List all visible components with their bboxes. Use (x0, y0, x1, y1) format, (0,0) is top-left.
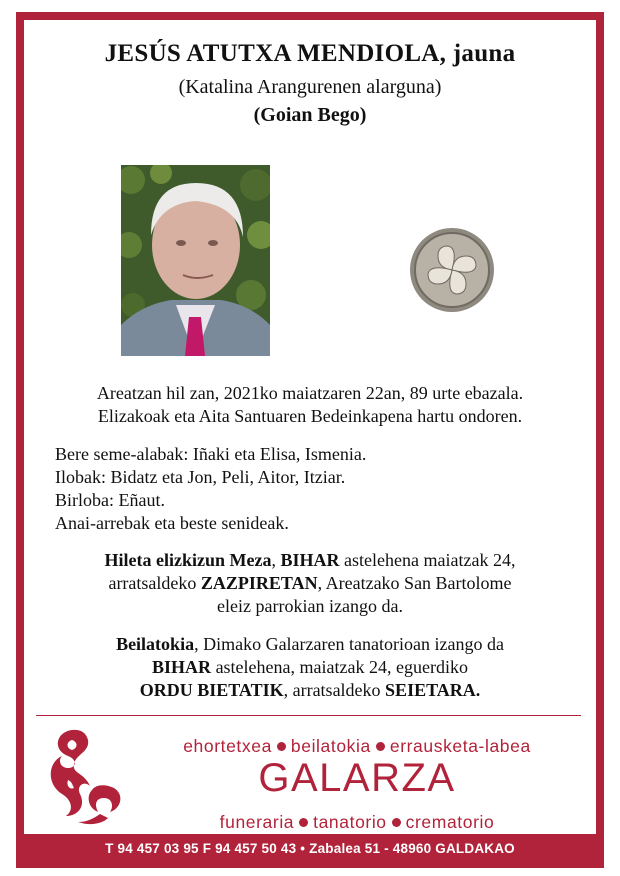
bullet-dot (277, 742, 286, 751)
sacraments-line: Elizakoak eta Aita Santuaren Bedeinkapena hartu ondoren. (97, 406, 523, 426)
family-list (55, 443, 366, 535)
funeral-label: Hileta elizkizun Meza (104, 550, 272, 570)
wake-day: BIHAR (152, 657, 212, 677)
funeral-time: ZAZPIRETAN (200, 573, 318, 593)
wake-info: Beilatokia, Dimako Galarzaren tanatorioan izango da BIHAR astelehena, maiatzak 24, eguerdiko ORDU BIETATIK, arratsaldeko SEIETARA. (116, 634, 504, 700)
announcement (0, 382, 620, 428)
wake-start: ORDU BIETATIK (139, 680, 284, 700)
bullet-dot (392, 818, 401, 827)
nephews-line: Ilobak: Bidatz eta Jon, Peli, Aitor, Itziar. (55, 467, 346, 487)
brand-name: GALARZA (258, 756, 456, 800)
lauburu-emblem (408, 226, 496, 314)
services-basque: ehortetxea beilatokia errausketa-labea (183, 736, 531, 756)
siblings-line: Anai-arrebak eta beste senideak. (55, 513, 289, 533)
galarza-logo-icon (38, 724, 134, 828)
bullet-dot (299, 818, 308, 827)
services-spanish: funeraria tanatorio crematorio (219, 812, 495, 832)
funeral-mass-info: Hileta elizkizun Meza, BIHAR astelehena maiatzak 24, arratsaldeko ZAZPIRETAN, Areatzako San Bartolome eleiz parrokian izango da. (104, 550, 516, 616)
portrait-photo (121, 165, 270, 356)
rest-in-peace: (Goian Bego) (253, 104, 367, 126)
divider (36, 715, 581, 716)
widow-note: (Katalina Arangurenen alarguna) (178, 76, 442, 98)
bullet-dot (376, 742, 385, 751)
wake-end: SEIETARA. (385, 680, 481, 700)
contact-info: T 94 457 03 95 F 94 457 50 43 • Zabalea 51 - 48960 GALDAKAO (105, 841, 515, 856)
tomorrow-label: BIHAR (280, 550, 340, 570)
great-grandchild-line: Birloba: Eñaut. (55, 490, 165, 510)
death-notice-line: Areatzan hil zan, 2021ko maiatzaren 22an, 89 urte ebazala. (96, 383, 524, 403)
children-line: Bere seme-alabak: Iñaki eta Elisa, Ismenia. (55, 444, 367, 464)
wake-label: Beilatokia (116, 634, 195, 654)
deceased-name: JESÚS ATUTXA MENDIOLA, jauna (104, 40, 516, 67)
